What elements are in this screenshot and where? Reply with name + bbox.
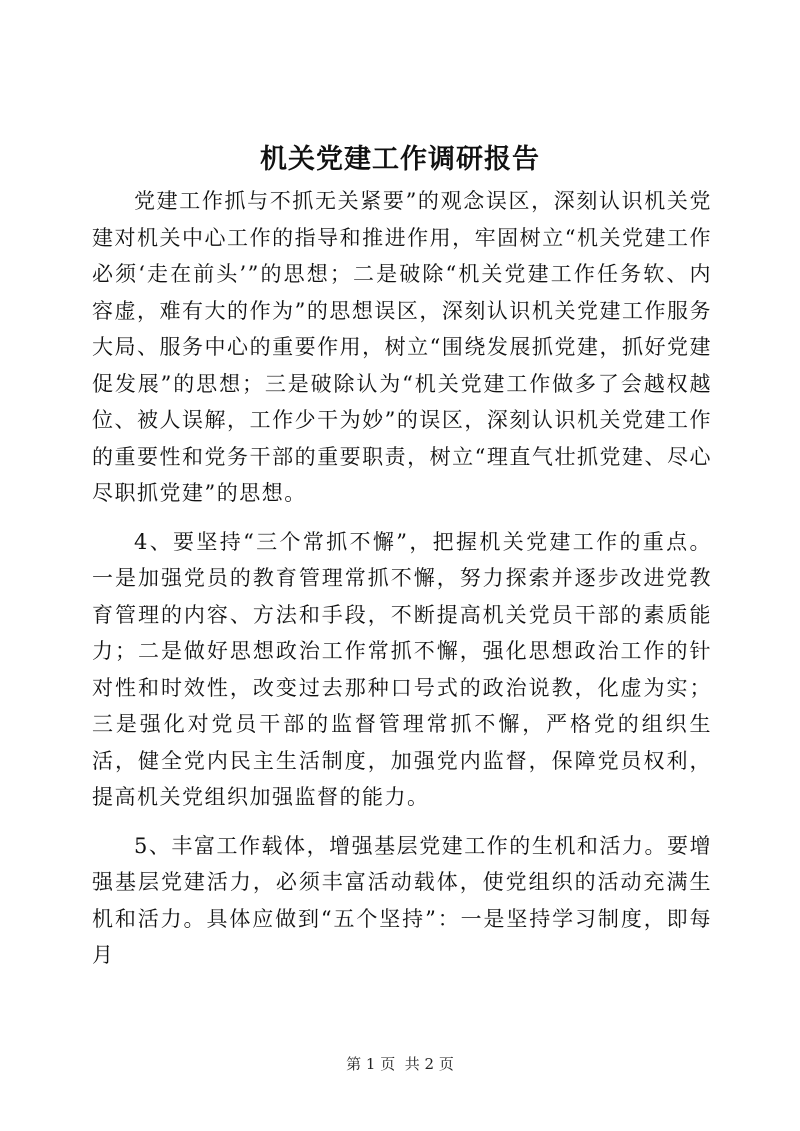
document-body [92,183,712,986]
document-title: 机关党建工作调研报告 [260,144,540,175]
paragraph: 党建工作抓与不抓无关紧要”的观念误区，深刻认识机关党建对机关中心工作的指导和推进作用，牢固树立“机关党建工作必须‘走在前头’”的思想；二是破除“机关党建工作任务软、内容虚，难有大的作为”的思想误区，深刻认识机关党建工作服务大局、服务中心的重要作用，树立“围绕发展抓党建，抓好党建促发展”的思想；三是破除认为“机关党建工作做多了会越权越位、被人误解，工作少干为妙”的误区，深刻认识机关党建工作的重要性和党务干部的重要职责，树立“理直气壮抓党建、尽心尽职抓党建”的思想。 [92,189,712,505]
page-number-label: 第 1 页 共 2 页 [346,1055,454,1073]
paragraph: 5、丰富工作载体，增强基层党建工作的生机和活力。要增强基层党建活力，必须丰富活动载体，使党组织的活动充满生机和活力。具体应做到“五个坚持”：一是坚持学习制度，即每月 [92,833,712,967]
paragraph: 4、要坚持“三个常抓不懈”，把握机关党建工作的重点。一是加强党员的教育管理常抓不懈，努力探索并逐步改进党教育管理的内容、方法和手段，不断提高机关党员干部的素质能力；二是做好思想政治工作常抓不懈，强化思想政治工作的针对性和时效性，改变过去那种口号式的政治说教，化虚为实；三是强化对党员干部的监督管理常抓不懈，严格党的组织生活，健全党内民主生活制度，加强党内监督，保障党员权利，提高机关党组织加强监督的能力。 [92,529,712,809]
page-footer [0,1053,800,1075]
